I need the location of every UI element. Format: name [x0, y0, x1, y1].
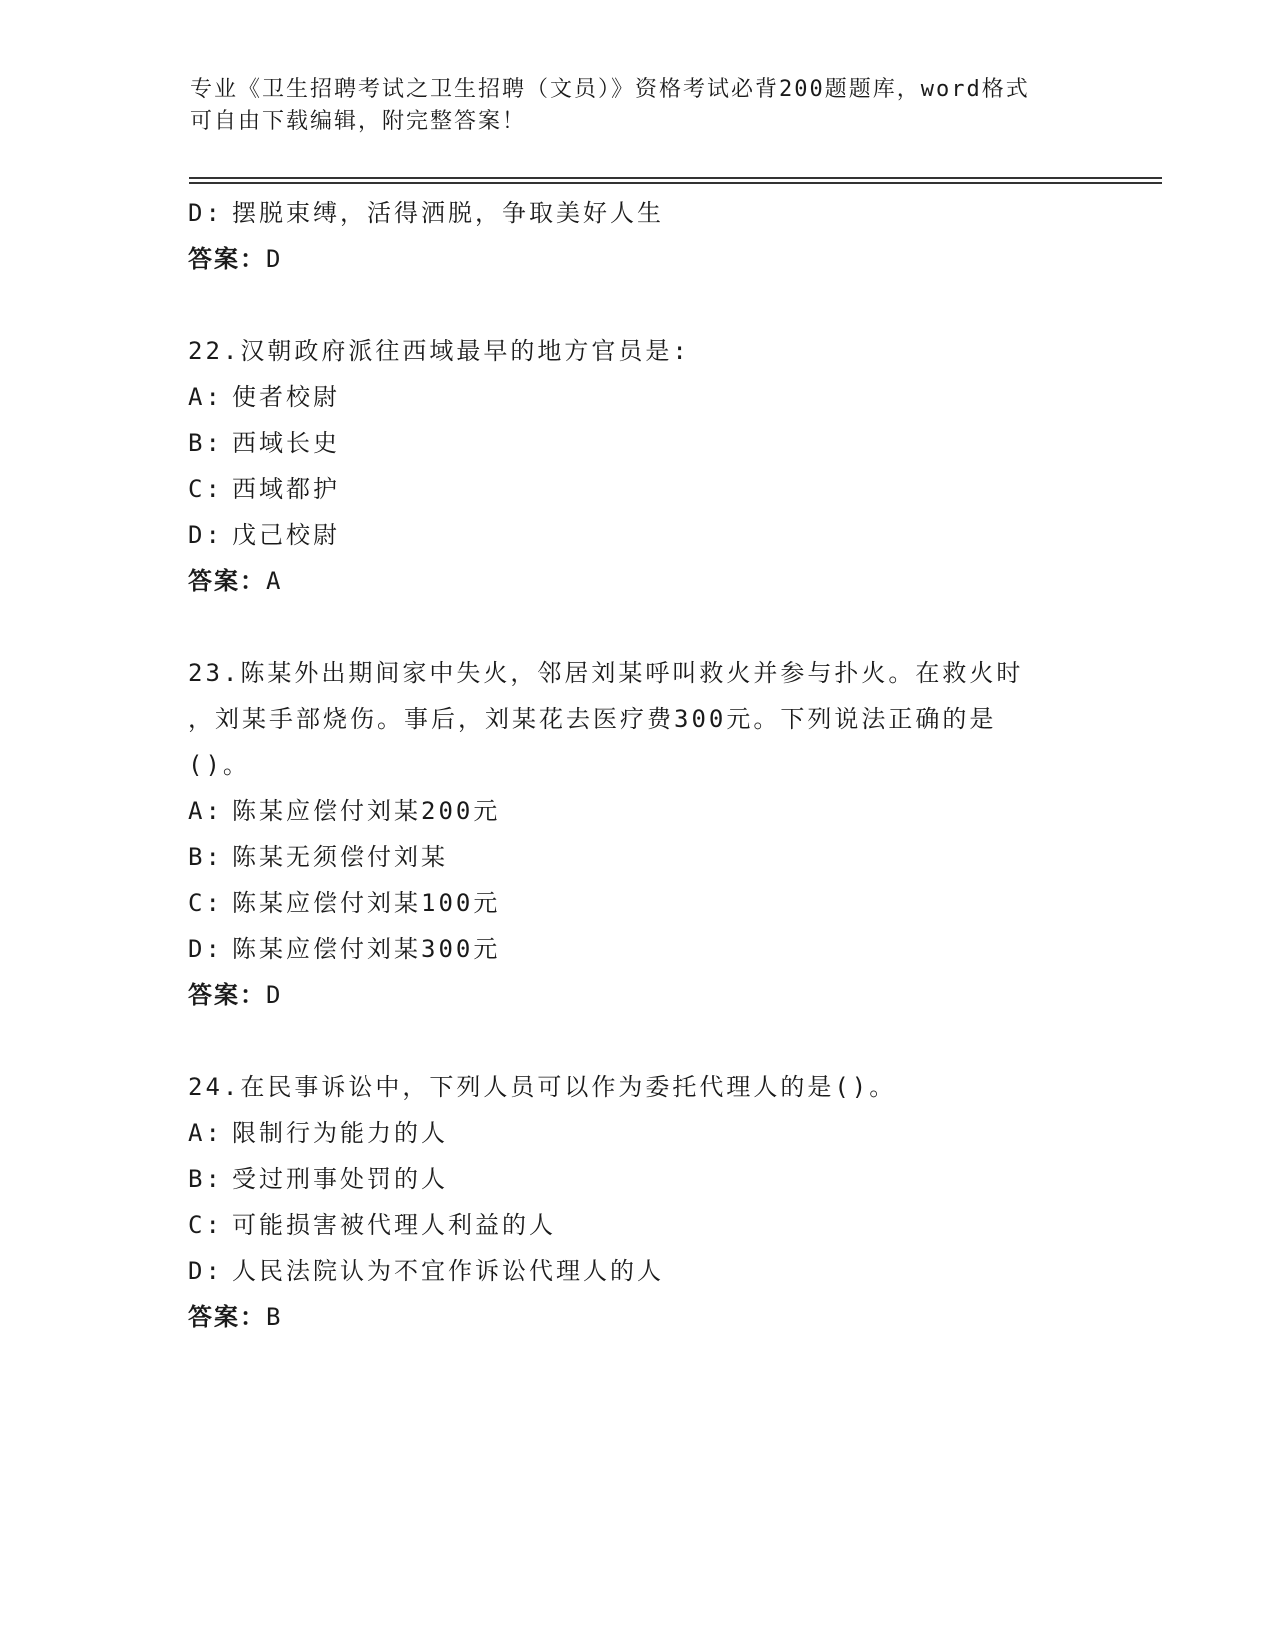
header-rule-bottom [189, 182, 1162, 184]
option-text: 可能损害被代理人利益的人 [232, 1211, 556, 1239]
question-23-option-d [188, 926, 1088, 972]
option-label: B: [188, 1165, 223, 1193]
question-22-option-a [188, 374, 1088, 420]
question-24-option-b [188, 1156, 1088, 1202]
page-header [190, 74, 1090, 138]
header-line-1: 专业《卫生招聘考试之卫生招聘（文员）》资格考试必背200题题库，word格式 [190, 77, 1030, 102]
option-text: 受过刑事处罚的人 [232, 1165, 448, 1193]
question-22-option-c [188, 466, 1088, 512]
option-text: 陈某应偿付刘某300元 [232, 935, 501, 963]
option-text: 陈某应偿付刘某200元 [232, 797, 501, 825]
document-body [188, 190, 1088, 1340]
option-label: B: [188, 843, 223, 871]
answer-prefix: 答案： [188, 981, 266, 1009]
question-23-option-a [188, 788, 1088, 834]
option-label: C: [188, 1211, 223, 1239]
option-label: D: [188, 1257, 223, 1285]
answer-prefix: 答案： [188, 245, 266, 273]
question-24-option-d [188, 1248, 1088, 1294]
question-23-stem-line-2: ，刘某手部烧伤。事后，刘某花去医疗费300元。下列说法正确的是 [188, 705, 997, 733]
question-23-stem-line-1: 23.陈某外出期间家中失火，邻居刘某呼叫救火并参与扑火。在救火时 [188, 659, 1024, 687]
prev-option-d [188, 190, 1088, 236]
prev-answer [188, 236, 1088, 282]
answer-value: D [266, 981, 284, 1009]
option-label: C: [188, 475, 223, 503]
question-24-option-c [188, 1202, 1088, 1248]
option-text: 人民法院认为不宜作诉讼代理人的人 [232, 1257, 664, 1285]
question-24-answer [188, 1294, 1088, 1340]
header-line-2: 可自由下载编辑，附完整答案！ [190, 109, 527, 134]
option-text: 使者校尉 [232, 383, 340, 411]
option-text: 陈某无须偿付刘某 [232, 843, 448, 871]
question-24-option-a [188, 1110, 1088, 1156]
option-text: 摆脱束缚，活得洒脱，争取美好人生 [232, 199, 664, 227]
answer-value: D [266, 245, 284, 273]
option-label: C: [188, 889, 223, 917]
option-label: D: [188, 199, 223, 227]
option-text: 西域都护 [232, 475, 340, 503]
option-label: B: [188, 429, 223, 457]
answer-value: A [266, 567, 284, 595]
question-23-answer [188, 972, 1088, 1018]
option-label: D: [188, 935, 223, 963]
question-23-stem-line-3: ()。 [188, 751, 250, 779]
spacer [188, 282, 1088, 328]
option-label: A: [188, 1119, 223, 1147]
header-rule-top [189, 177, 1162, 179]
option-text: 陈某应偿付刘某100元 [232, 889, 501, 917]
option-text: 西域长史 [232, 429, 340, 457]
option-text: 限制行为能力的人 [232, 1119, 448, 1147]
question-22-stem: 22.汉朝政府派往西域最早的地方官员是: [188, 337, 690, 365]
question-23-option-b [188, 834, 1088, 880]
answer-value: B [266, 1303, 284, 1331]
question-23-option-c [188, 880, 1088, 926]
question-24-stem: 24.在民事诉讼中，下列人员可以作为委托代理人的是()。 [188, 1073, 897, 1101]
answer-prefix: 答案： [188, 567, 266, 595]
answer-prefix: 答案： [188, 1303, 266, 1331]
option-text: 戊己校尉 [232, 521, 340, 549]
option-label: D: [188, 521, 223, 549]
question-22-option-d [188, 512, 1088, 558]
question-22-answer [188, 558, 1088, 604]
spacer [188, 604, 1088, 650]
spacer [188, 1018, 1088, 1064]
option-label: A: [188, 383, 223, 411]
question-22-option-b [188, 420, 1088, 466]
option-label: A: [188, 797, 223, 825]
